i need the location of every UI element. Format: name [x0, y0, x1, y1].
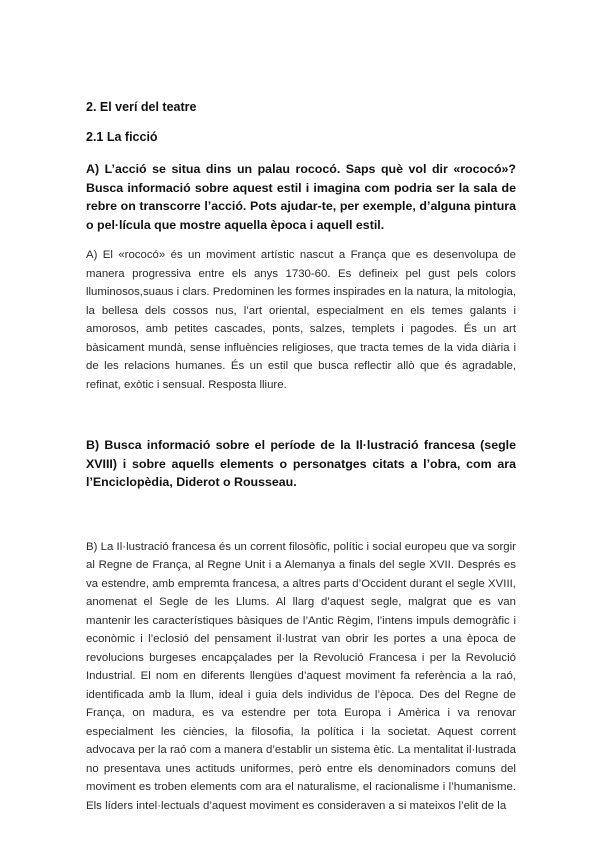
- document-page: [86, 100, 516, 815]
- answer-b-paragraph: B) La Il·lustració francesa és un corrent filosòfic, polític i social europeu que va sorgir al Regne de França, al Regne Unit i a Alemanya a finals del segle XVII. Després es va estendre, amb empremta francesa, a altres parts d’Occident durant el segle XVIII, anomenat el Segle de les Llums. Al llarg d’aquest segle, malgrat que es van mantenir les característiques bàsiques de l’Antic Règim, l’intens impuls demogràfic i econòmic i l’eclosió del pensament il·lustrat van obrir les portes a una època de revolucions burgeses encapçalades per la Revolució Francesa i per la Revolució Industrial. El nom en diferents llengües d’aquest moviment fa referència a la raó, identificada amb la llum, ideal i guia dels individus de l’època. Des del Regne de França, on madura, es va estendre per tota Europa i Amèrica i va renovar especialment les ciències, la filosofia, la política i la societat. Aquest corrent advocava per la raó com a manera d’establir un sistema ètic. La mentalitat il·lustrada no presentava unes actituds uniformes, però entre els denominadors comuns del moviment es troben elements com ara el naturalisme, el racionalisme i l’humanisme. Els líders intel·lectuals d’aquest moviment es consideraven a si mateixos l’elit de la: [86, 540, 516, 812]
- section-heading: 2. El verí del teatre: [86, 100, 197, 114]
- subsection-heading: 2.1 La ficció: [86, 130, 158, 144]
- answer-a-paragraph: A) El «rococó» és un moviment artístic nascut a França que es desenvolupa de manera progressiva entre els anys 1730-60. Es defineix pel gust pels colors lluminosos,suaus i clars. Predominen les formes inspirades en la natura, la mitologia, la bellesa dels cossos nus, l’art oriental, especialment en els temes galants i amorosos, amb petites cascades, ponts, salzes, templets i pagodes. És un art bàsicament mundà, sense influències religioses, que tracta temes de la vida diària i de les relacions humanes. És un estil que busca reflectir allò que és agradable, refinat, exòtic i sensual. Resposta lliure.: [86, 249, 516, 391]
- question-a-paragraph: A) L’acció se situa dins un palau rococó. Saps què vol dir «rococó»? Busca informació sobre aquest estil i imagina com podria ser la sala de rebre on transcorre l’acció. Pots ajudar-te, per exemple, d’alguna pintura o pel·lícula que mostre aquella època i aquell estil.: [86, 162, 516, 232]
- question-b-paragraph: B) Busca informació sobre el període de la Il·lustració francesa (segle XVIII) i sobre aquells elements o personatges citats a l’obra, com ara l’Enciclopèdia, Diderot o Rousseau.: [86, 438, 516, 489]
